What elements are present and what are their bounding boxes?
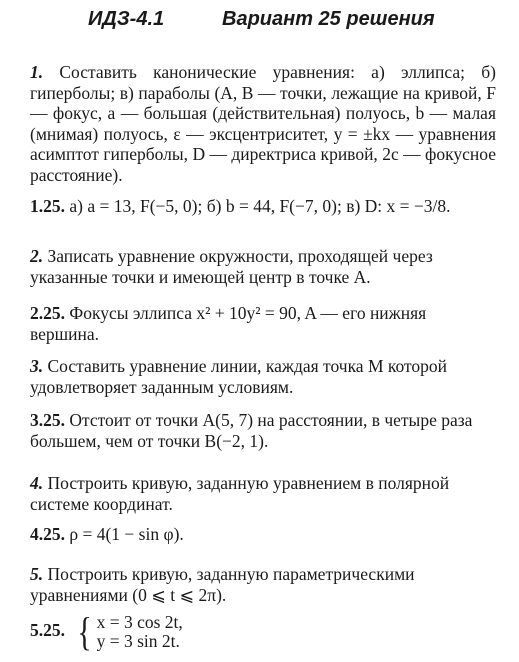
task-2-number: 2. bbox=[30, 246, 44, 266]
task-5-25 bbox=[4, 609, 496, 654]
task-2 bbox=[4, 246, 496, 287]
task-4 bbox=[4, 473, 496, 514]
header-variant: Вариант 25 решения bbox=[222, 8, 435, 30]
task-5-25-number: 5.25. bbox=[30, 620, 65, 641]
system-line-1: x = 3 cos 2t, bbox=[96, 612, 183, 632]
task-2-text: Записать уравнение окружности, проходящей через указанные точки и имеющей центр в точке A. bbox=[30, 246, 433, 287]
parametric-system bbox=[69, 609, 183, 654]
task-5-text: Построить кривую, заданную параметрическими уравнениями (0 ⩽ t ⩽ 2π). bbox=[30, 564, 415, 605]
system-line-2: y = 3 sin 2t. bbox=[96, 631, 180, 651]
task-4-25 bbox=[4, 524, 496, 545]
task-3-25-text: Отстоит от точки A(5, 7) на расстоянии, в четыре раза большем, чем от точки B(−2, 1). bbox=[30, 410, 473, 451]
task-1-25-number: 1.25. bbox=[30, 196, 65, 216]
task-4-25-text: ρ = 4(1 − sin φ). bbox=[69, 524, 184, 544]
task-5-number: 5. bbox=[30, 564, 44, 584]
task-1-text: Составить канонические уравнения: а) эллипса; б) гиперболы; в) параболы (A, B — точки, лежащие на кривой, F — фокус, a — большая (действительная) полуось, b — малая (мнимая) полуось, ε — эксцентриситет, y = ±kx — уравнения асимптот гиперболы, D — директриса кривой, 2c — фокусное расстояние). bbox=[30, 62, 496, 185]
task-2-25-text: Фокусы эллипса x² + 10y² = 90, A — его нижняя вершина. bbox=[30, 303, 427, 344]
task-3-25 bbox=[4, 410, 496, 451]
task-1-25-text: а) a = 13, F(−5, 0); б) b = 44, F(−7, 0); в) D: x = −3/8. bbox=[69, 196, 451, 216]
task-2-25 bbox=[4, 303, 496, 344]
task-4-number: 4. bbox=[30, 473, 44, 493]
task-5 bbox=[4, 564, 496, 605]
task-4-text: Построить кривую, заданную уравнением в полярной системе координат. bbox=[30, 473, 450, 514]
task-3 bbox=[4, 356, 496, 397]
header bbox=[0, 8, 519, 36]
task-2-25-number: 2.25. bbox=[30, 303, 65, 323]
task-1-25 bbox=[4, 196, 496, 217]
task-3-text: Составить уравнение линии, каждая точка M которой удовлетворяет заданным условиям. bbox=[30, 356, 448, 397]
task-4-25-number: 4.25. bbox=[30, 524, 65, 544]
task-3-25-number: 3.25. bbox=[30, 410, 65, 430]
task-3-number: 3. bbox=[30, 356, 44, 376]
system-brace: { bbox=[77, 609, 93, 654]
header-title: ИДЗ-4.1 bbox=[88, 8, 165, 30]
task-1-number: 1. bbox=[30, 62, 44, 82]
task-1 bbox=[4, 62, 496, 185]
